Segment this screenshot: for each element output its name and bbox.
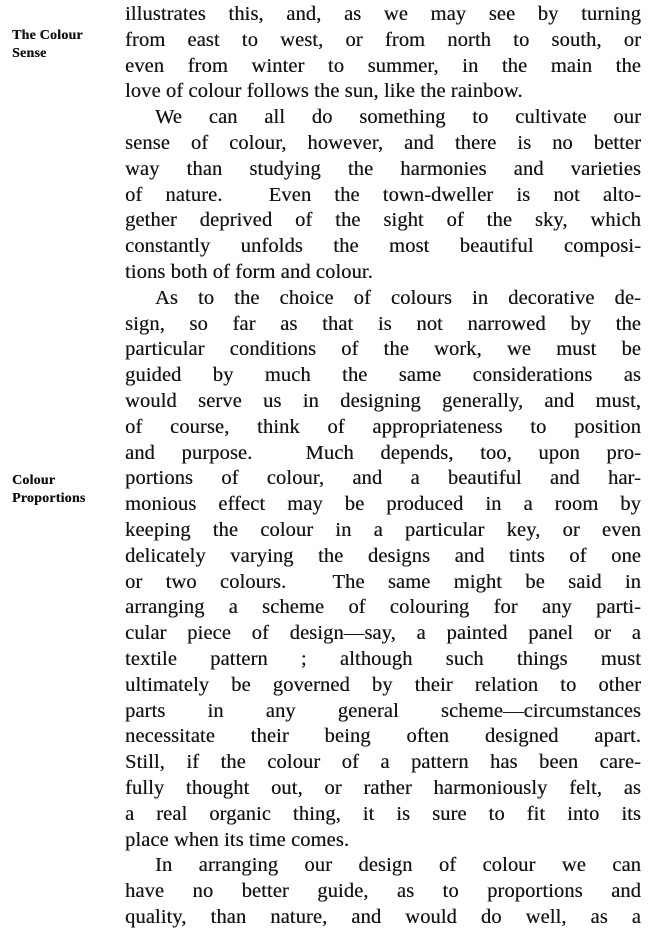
text-line: love of colour follows the sun, like the rainbow. xyxy=(125,80,523,103)
text-line: In arranging our design of colour we can xyxy=(155,854,641,877)
text-line: textile pattern ; although such things must xyxy=(125,647,641,670)
text-line: from east to west, or from north to south, or xyxy=(125,28,641,51)
text-line: arranging a scheme of colouring for any parti- xyxy=(125,596,641,619)
text-line: ultimately be governed by their relation to other xyxy=(125,673,641,696)
text-line: gether deprived of the sight of the sky, which xyxy=(125,209,641,232)
text-line: guided by much the same considerations as xyxy=(125,364,641,387)
text-line: delicately varying the designs and tints of one xyxy=(125,544,641,567)
margin-note-line: Colour xyxy=(12,473,56,488)
text-line: of course, think of appropriateness to position xyxy=(125,415,641,438)
text-line: a real organic thing, it is sure to fit into its xyxy=(125,802,641,825)
text-line: portions of colour, and a beautiful and har- xyxy=(125,467,641,490)
text-line: cular piece of design—say, a painted panel or a xyxy=(125,622,641,645)
text-line: keeping the colour in a particular key, or even xyxy=(125,518,641,541)
text-line: even from winter to summer, in the main the xyxy=(125,54,641,77)
margin-note-colour-proportions xyxy=(12,472,124,508)
text-line: monious effect may be produced in a room by xyxy=(125,493,641,516)
text-line: have no better guide, as to proportions and xyxy=(125,880,641,903)
text-line: fully thought out, or rather harmoniously felt, as xyxy=(125,776,641,799)
text-line: and purpose. Much depends, too, upon pro- xyxy=(125,441,641,464)
margin-note-line: The Colour xyxy=(12,28,83,43)
text-line: We can all do something to cultivate our xyxy=(155,106,641,129)
text-line: constantly unfolds the most beautiful composi- xyxy=(125,235,641,258)
text-line: Still, if the colour of a pattern has been care- xyxy=(125,751,641,774)
text-line: or two colours. The same might be said in xyxy=(125,570,641,593)
text-line: tions both of form and colour. xyxy=(125,260,373,283)
body-text-column xyxy=(125,2,641,930)
text-line: parts in any general scheme—circumstances xyxy=(125,699,641,722)
text-line: necessitate their being often designed apart. xyxy=(125,725,641,748)
text-line: sign, so far as that is not narrowed by the xyxy=(125,312,641,335)
text-line: sense of colour, however, and there is no better xyxy=(125,131,641,154)
text-line: illustrates this, and, as we may see by turning xyxy=(125,3,641,25)
margin-note-the-colour-sense xyxy=(12,27,124,63)
text-line: As to the choice of colours in decorative de- xyxy=(155,286,641,309)
text-line: would serve us in designing generally, and must, xyxy=(125,389,641,412)
text-line: way than studying the harmonies and varieties xyxy=(125,157,641,180)
text-line: of nature. Even the town-dweller is not alto- xyxy=(125,183,641,206)
margin-note-line: Sense xyxy=(12,46,47,61)
text-line: place when its time comes. xyxy=(125,828,350,851)
margin-note-line: Proportions xyxy=(12,491,86,506)
text-line: particular conditions of the work, we must be xyxy=(125,338,641,361)
text-line: quality, than nature, and would do well, as a xyxy=(125,905,641,928)
